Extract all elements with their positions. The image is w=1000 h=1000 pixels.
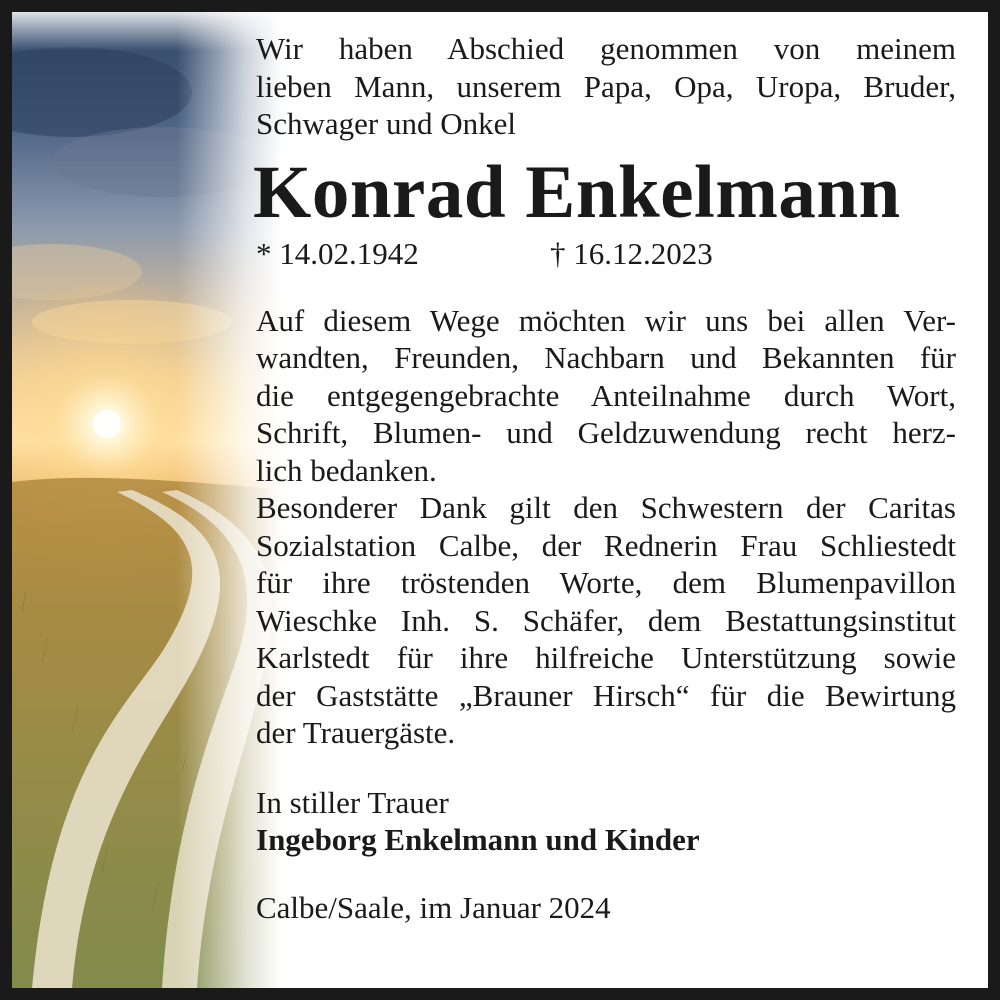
thanks-line: Auf diesem Wege möchten wir uns bei allen Ver- — [256, 302, 956, 338]
intro-line: Wir haben Abschied genommen von meinem — [256, 31, 956, 66]
thanks-line: Besonderer Dank gilt den Schwestern der Caritas — [256, 490, 956, 525]
birth-date: * 14.02.1942 — [256, 235, 419, 271]
thanks-line: lich bedanken. — [256, 452, 437, 488]
thanks-paragraph — [256, 302, 956, 752]
thanks-line: Wieschke Inh. S. Schäfer, dem Bestattungsinstitut — [256, 602, 956, 638]
thanks-line: die entgegengebrachte Anteilnahme durch Wort, — [256, 377, 956, 413]
closing-block — [256, 784, 956, 927]
intro-line: Schwager und Onkel — [256, 106, 516, 141]
thanks-line: Karlstedt für ihre hilfreiche Unterstützung sowie — [256, 640, 956, 675]
thanks-line: der Gaststätte „Brauner Hirsch“ für die Bewirtung — [256, 677, 956, 713]
thanks-line: der Trauergäste. — [256, 715, 456, 750]
notice-text — [253, 30, 956, 926]
life-dates — [256, 235, 956, 285]
intro-line: lieben Mann, unserem Papa, Opa, Uropa, Bruder, — [256, 68, 956, 104]
signature: Ingeborg Enkelmann und Kinder — [256, 822, 700, 857]
thanks-line: für ihre tröstenden Worte, dem Blumenpavillon — [256, 565, 956, 600]
thanks-line: wandten, Freunden, Nachbarn und Bekannten für — [256, 340, 956, 375]
thanks-line: Schrift, Blumen- und Geldzuwendung recht herz- — [256, 415, 956, 450]
thanks-line: Sozialstation Calbe, der Rednerin Frau Schliestedt — [256, 527, 956, 563]
intro-paragraph — [256, 30, 956, 143]
death-date: † 16.12.2023 — [550, 235, 713, 271]
deceased-name: Konrad Enkelmann — [253, 150, 901, 234]
place-and-date: Calbe/Saale, im Januar 2024 — [256, 889, 611, 925]
mourning-phrase: In stiller Trauer — [256, 784, 449, 820]
